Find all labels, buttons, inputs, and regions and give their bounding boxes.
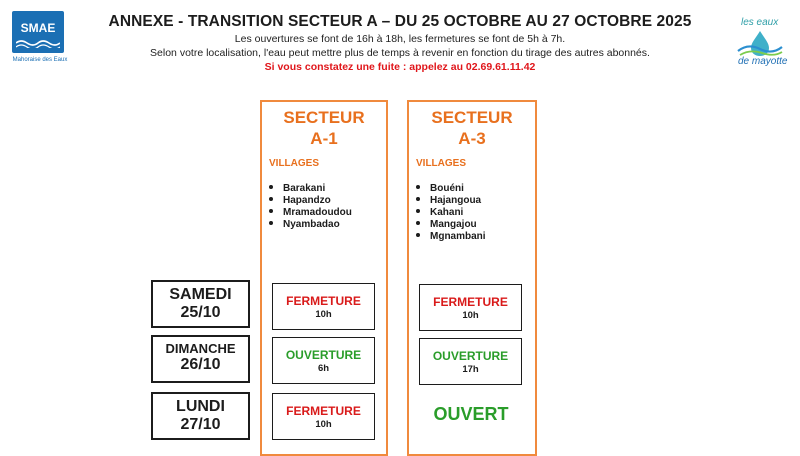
sector-name-line1: SECTEUR bbox=[283, 108, 365, 127]
wave-icon bbox=[16, 38, 60, 48]
water-drop-icon bbox=[736, 29, 784, 59]
status-box bbox=[272, 393, 375, 440]
status-box bbox=[419, 284, 522, 331]
status-label: OUVERTURE bbox=[285, 348, 362, 362]
village-name: Mgnambani bbox=[430, 231, 486, 242]
leak-alert: Si vous constatez une fuite : appelez au 02.69.61.11.42 bbox=[264, 61, 536, 73]
status-box bbox=[272, 283, 375, 330]
village-name: Hapandzo bbox=[283, 195, 331, 206]
day-name: LUNDI bbox=[176, 398, 225, 415]
sector-name-line2: A-3 bbox=[458, 129, 486, 148]
bullet-icon bbox=[269, 197, 273, 201]
status-label: FERMETURE bbox=[433, 295, 508, 309]
day-date: 26/10 bbox=[180, 356, 221, 373]
list-item bbox=[269, 183, 386, 195]
day-box-lundi bbox=[151, 392, 250, 440]
villages-label: VILLAGES bbox=[269, 158, 320, 169]
status-time: 10h bbox=[315, 309, 332, 320]
list-item bbox=[269, 195, 386, 207]
page-title: ANNEXE - TRANSITION SECTEUR A – DU 25 OCTOBRE AU 27 OCTOBRE 2025 bbox=[108, 13, 692, 30]
village-name: Mramadoudou bbox=[283, 207, 352, 218]
list-item bbox=[416, 195, 535, 207]
mayotte-logo-bottom: de mayotte bbox=[738, 56, 788, 67]
sector-name bbox=[262, 107, 386, 149]
bullet-icon bbox=[416, 209, 420, 213]
smae-tagline: Mahoraise des Eaux bbox=[12, 57, 68, 63]
status-label: FERMETURE bbox=[286, 404, 361, 418]
mayotte-logo-top: les eaux bbox=[741, 17, 779, 28]
status-time: 17h bbox=[462, 364, 479, 375]
bullet-icon bbox=[269, 209, 273, 213]
delay-note: Selon votre localisation, l'eau peut mettre plus de temps à revenir en fonction du tirage des autres abonnés. bbox=[150, 47, 650, 59]
schedule-note: Les ouvertures se font de 16h à 18h, les fermetures se font de 5h à 7h. bbox=[234, 33, 566, 45]
village-list bbox=[269, 183, 386, 231]
smae-logo-text: SMAE bbox=[20, 21, 56, 35]
bullet-icon bbox=[416, 185, 420, 189]
village-name: Kahani bbox=[430, 207, 464, 218]
village-name: Nyambadao bbox=[283, 219, 340, 230]
list-item bbox=[269, 219, 386, 231]
day-name: DIMANCHE bbox=[165, 341, 236, 356]
status-box bbox=[272, 337, 375, 384]
day-box-samedi bbox=[151, 280, 250, 328]
day-name: SAMEDI bbox=[169, 286, 232, 303]
day-date: 27/10 bbox=[180, 416, 221, 433]
sector-name-line1: SECTEUR bbox=[431, 108, 513, 127]
villages-label: VILLAGES bbox=[416, 158, 467, 169]
final-status-ouvert: OUVERT bbox=[433, 404, 509, 424]
village-name: Barakani bbox=[283, 183, 326, 194]
status-time: 10h bbox=[462, 310, 479, 321]
status-label: FERMETURE bbox=[286, 294, 361, 308]
bullet-icon bbox=[269, 221, 273, 225]
list-item bbox=[416, 183, 535, 195]
village-name: Hajangoua bbox=[430, 195, 482, 206]
bullet-icon bbox=[416, 221, 420, 225]
status-label: OUVERTURE bbox=[432, 349, 509, 363]
village-list bbox=[416, 183, 535, 243]
bullet-icon bbox=[416, 197, 420, 201]
bullet-icon bbox=[416, 233, 420, 237]
day-date: 25/10 bbox=[180, 304, 221, 321]
list-item bbox=[416, 231, 535, 243]
list-item bbox=[416, 219, 535, 231]
list-item bbox=[416, 207, 535, 219]
sector-name bbox=[409, 107, 535, 149]
sector-name-line2: A-1 bbox=[310, 129, 338, 148]
sector-a3-column bbox=[407, 100, 537, 456]
status-time: 10h bbox=[315, 419, 332, 430]
list-item bbox=[269, 207, 386, 219]
bullet-icon bbox=[269, 185, 273, 189]
village-name: Bouéni bbox=[430, 183, 464, 194]
village-name: Mangajou bbox=[430, 219, 477, 230]
status-time: 6h bbox=[317, 363, 330, 374]
day-box-dimanche bbox=[151, 335, 250, 383]
status-box bbox=[419, 338, 522, 385]
